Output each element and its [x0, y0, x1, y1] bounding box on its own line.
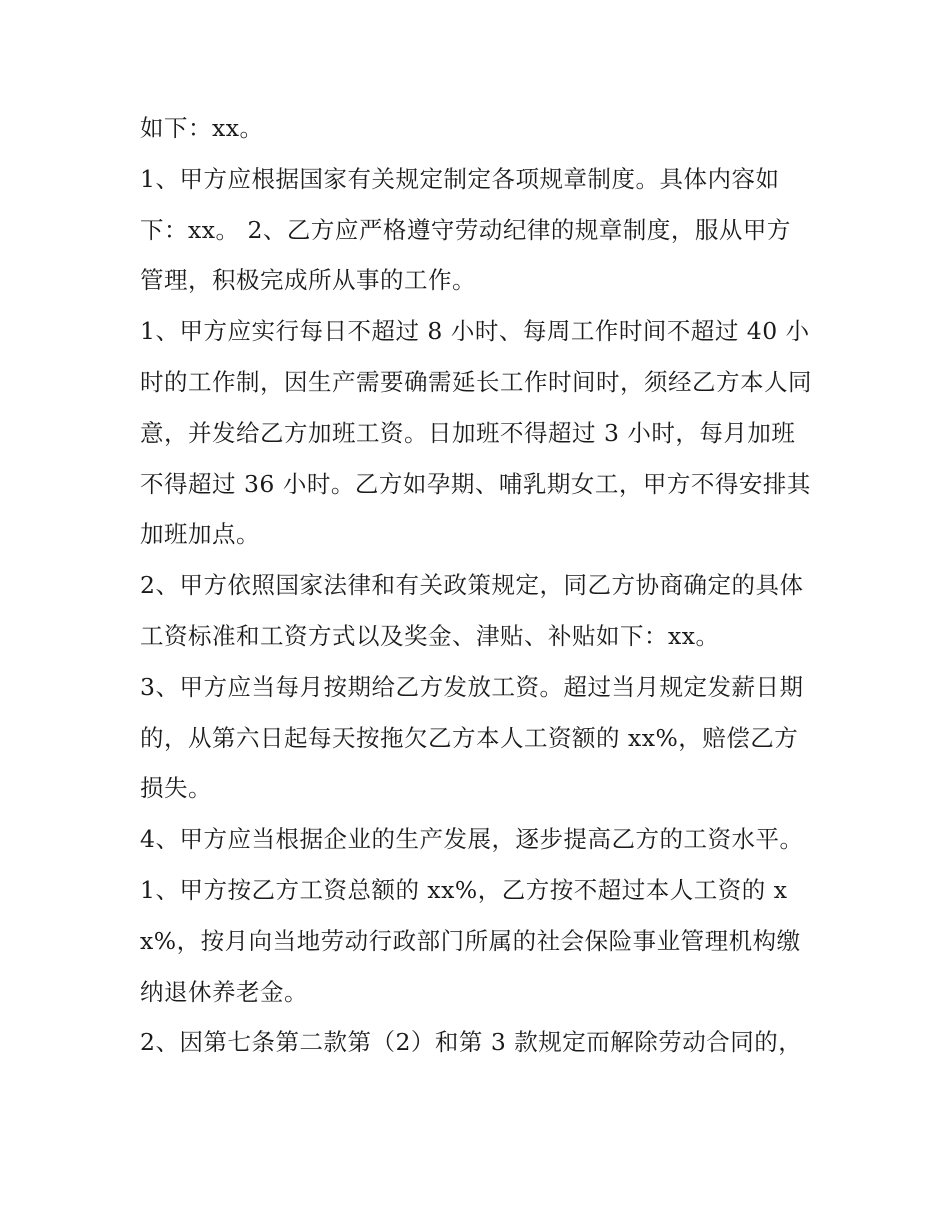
paragraph-5: 3、甲方应当每月按期给乙方发放工资。超过当月规定发薪日期的，从第六日起每天按拖欠乙方本人工资额的 xx%，赔偿乙方损失。: [140, 672, 804, 803]
paragraph-8: 2、因第七条第二款第（2）和第 3 款规定而解除劳动合同的，: [140, 1028, 803, 1057]
paragraph-6: 4、甲方应当根据企业的生产发展，逐步提高乙方的工资水平。: [140, 825, 804, 854]
paragraph-7: 1、甲方按乙方工资总额的 xx%，乙方按不超过本人工资的 xx%，按月向当地劳动行政部门所属的社会保险事业管理机构缴纳退休养老金。: [140, 875, 801, 1006]
document-body: [140, 103, 812, 1068]
paragraph-2: 1、甲方应根据国家有关规定制定各项规章制度。具体内容如下：xx。 2、乙方应严格遵守劳动纪律的规章制度，服从甲方管理，积极完成所从事的工作。: [140, 164, 791, 295]
paragraph-3: 1、甲方应实行每日不超过 8 小时、每周工作时间不超过 40 小时的工作制，因生产需要确需延长工作时间时，须经乙方本人同意，并发给乙方加班工资。日加班不得超过 3 小时，每月加班不得超过 36 小时。乙方如孕期、哺乳期女工，甲方不得安排其加班加点。: [140, 317, 812, 549]
paragraph-1: 如下：xx。: [140, 114, 264, 142]
paragraph-4: 2、甲方依照国家法律和有关政策规定，同乙方协商确定的具体工资标准和工资方式以及奖金、津贴、补贴如下：xx。: [140, 571, 804, 650]
